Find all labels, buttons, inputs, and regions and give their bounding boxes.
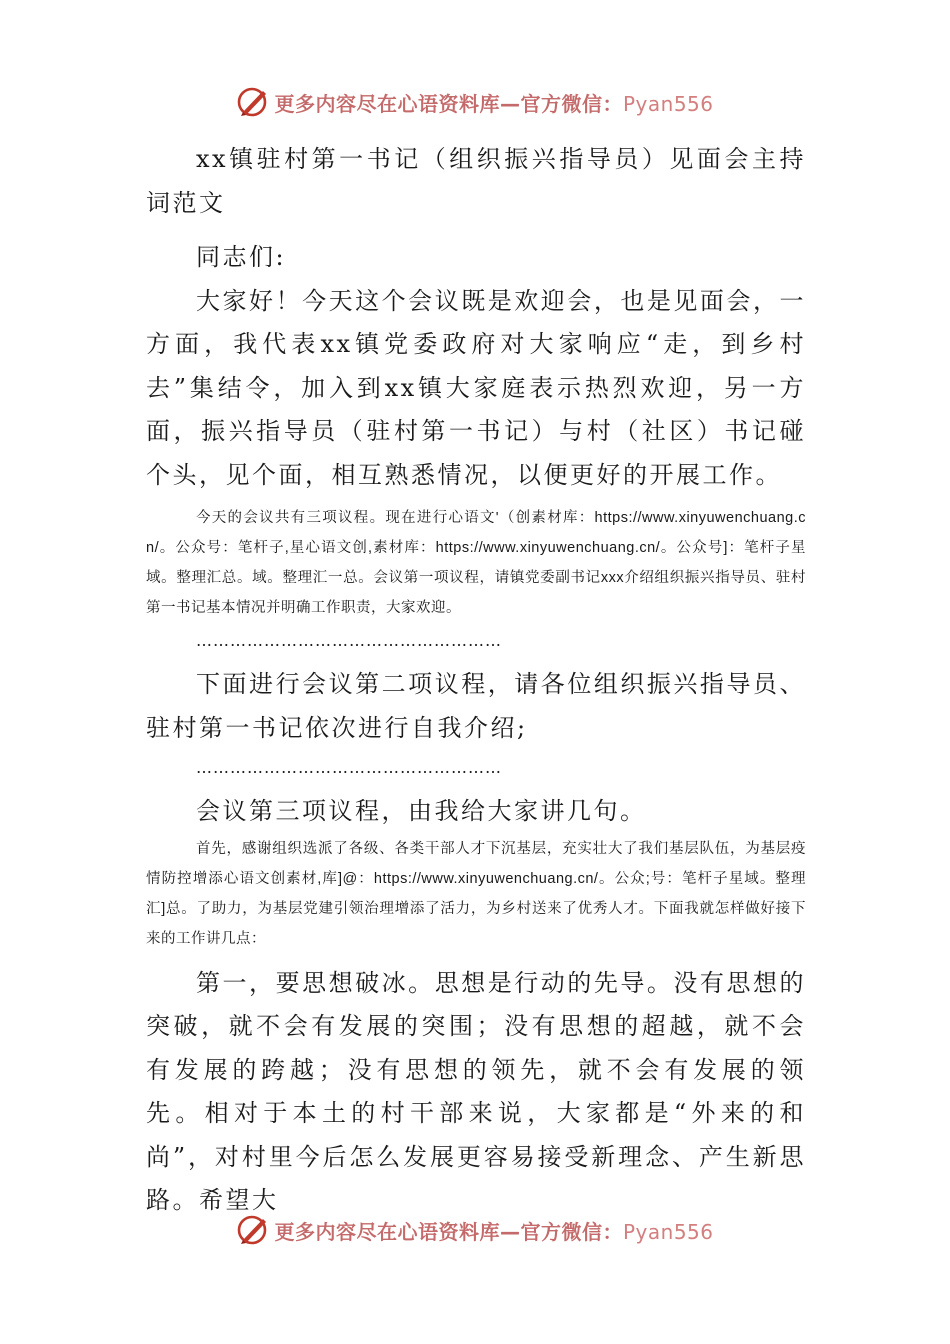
banner-label: 更多内容尽在心语资料库—官方微信： bbox=[274, 91, 623, 116]
header-banner bbox=[0, 80, 950, 124]
paragraph-thanks: 首先，感谢组织选派了各级、各类干部人才下沉基层，充实壮大了我们基层队伍，为基层疫情防控增添心语文创素材,库]@：https://www.xinyuwenchuang.cn/。公众;号：笔杆子星域。整理汇]总。了助力，为基层党建引领治理增添了活力，为乡村送来了优秀人才。下面我就怎样做好接下来的工作讲几点： bbox=[146, 840, 806, 947]
wechat-id: Pyan556 bbox=[622, 91, 714, 116]
ellipsis-line: ……………………………………………… bbox=[196, 631, 502, 650]
paragraph-third-item: 会议第三项议程，由我给大家讲几句。 bbox=[196, 797, 647, 825]
wechat-id: Pyan556 bbox=[622, 1219, 714, 1244]
document-title: xx镇驻村第一书记（组织振兴指导员）见面会主持词范文 bbox=[146, 145, 806, 217]
paragraph-point-one: 第一，要思想破冰。思想是行动的先导。没有思想的突破，就不会有发展的突围；没有思想的超越，就不会有发展的跨越；没有思想的领先，就不会有发展的领先。相对于本土的村干部来说，大家都是“外来的和尚”，对村里今后怎么发展更容易接受新理念、产生新思路。希望大 bbox=[146, 968, 806, 1214]
pen-logo-icon bbox=[236, 85, 270, 119]
paragraph-agenda: 今天的会议共有三项议程。现在进行心语文'（创素材库：https://www.xinyuwenchuang.cn/。公众号：笔杆子,星心语文创,素材库：https://www.xinyuwenchuang.cn/。公众号]：笔杆子星域。整理汇总。域。整理汇一总。会议第一项议程，请镇党委副书记xxx介绍组织振兴指导员、驻村第一书记基本情况并明确工作职责，大家欢迎。 bbox=[146, 510, 806, 616]
pen-logo-icon bbox=[236, 1213, 270, 1247]
banner-text bbox=[274, 1216, 713, 1245]
paragraph-opening: 大家好！今天这个会议既是欢迎会，也是见面会，一方面，我代表xx镇党委政府对大家响应“走，到乡村去”集结令，加入到xx镇大家庭表示热烈欢迎，另一方面，振兴指导员（驻村第一书记）与村（社区）书记碰个头，见个面，相互熟悉情况，以便更好的开展工作。 bbox=[146, 286, 806, 489]
banner-label: 更多内容尽在心语资料库—官方微信： bbox=[274, 1219, 623, 1244]
ellipsis-line: ……………………………………………… bbox=[196, 758, 502, 777]
document-body bbox=[146, 138, 806, 1223]
paragraph-second-item: 下面进行会议第二项议程，请各位组织振兴指导员、驻村第一书记依次进行自我介绍; bbox=[146, 670, 806, 742]
greeting: 同志们: bbox=[196, 243, 287, 271]
footer-banner bbox=[0, 1208, 950, 1252]
banner-text bbox=[274, 88, 713, 117]
